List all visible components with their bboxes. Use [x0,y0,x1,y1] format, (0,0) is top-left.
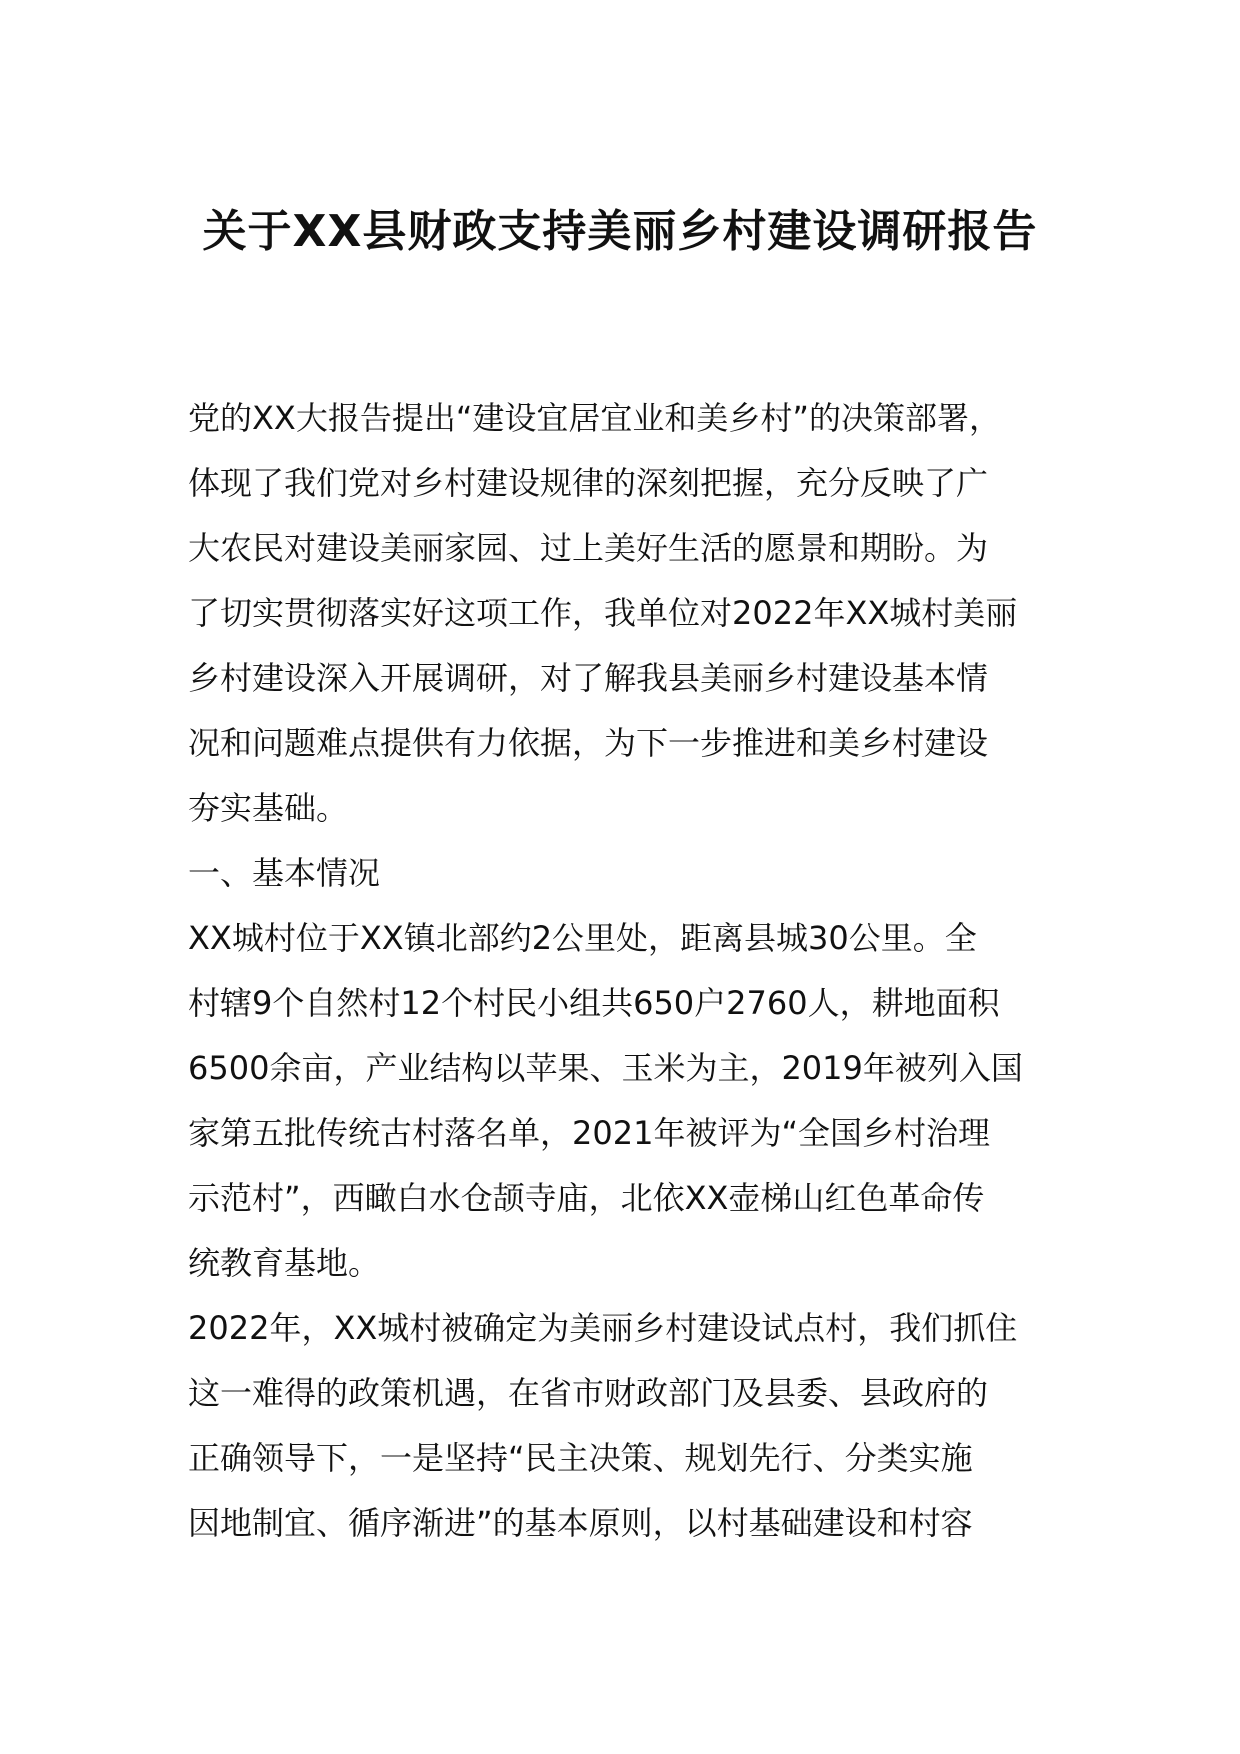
text-line: 这一难得的政策机遇，在省市财政部门及县委、县政府的 [188,1374,989,1412]
text-line: 正确领导下，一是坚持“民主决策、规划先行、分类实施 [188,1439,973,1477]
text-line: 示范村”，西瞰白水仓颉寺庙，北依XX壶梯山红色革命传 [188,1179,985,1217]
text-line: 大农民对建设美丽家园、过上美好生活的愿景和期盼。为 [188,529,989,567]
text-line: 了切实贯彻落实好这项工作，我单位对2022年XX城村美丽 [188,594,1018,632]
text-line: 夯实基础。 [188,789,349,827]
document-body [188,386,1068,1556]
text-line: 村辖9个自然村12个村民小组共650户2760人，耕地面积 [188,984,1000,1022]
text-line: 6500余亩，产业结构以苹果、玉米为主，2019年被列入国 [188,1049,1023,1087]
text-line: 统教育基地。 [188,1244,381,1282]
section-heading: 一、基本情况 [188,854,381,892]
text-line: 乡村建设深入开展调研，对了解我县美丽乡村建设基本情 [188,659,989,697]
text-line: 况和问题难点提供有力依据，为下一步推进和美乡村建设 [188,724,989,762]
text-line: 2022年，XX城村被确定为美丽乡村建设试点村，我们抓住 [188,1309,1018,1347]
text-line: 家第五批传统古村落名单，2021年被评为“全国乡村治理 [188,1114,991,1152]
text-line: 体现了我们党对乡村建设规律的深刻把握，充分反映了广 [188,464,989,502]
text-line: XX城村位于XX镇北部约2公里处，距离县城30公里。全 [188,919,977,957]
text-line: 因地制宜、循序渐进”的基本原则，以村基础建设和村容 [188,1504,973,1542]
text-line: 党的XX大报告提出“建设宜居宜业和美乡村”的决策部署， [188,399,1002,437]
document-title: 关于XX县财政支持美丽乡村建设调研报告 [202,206,1038,257]
